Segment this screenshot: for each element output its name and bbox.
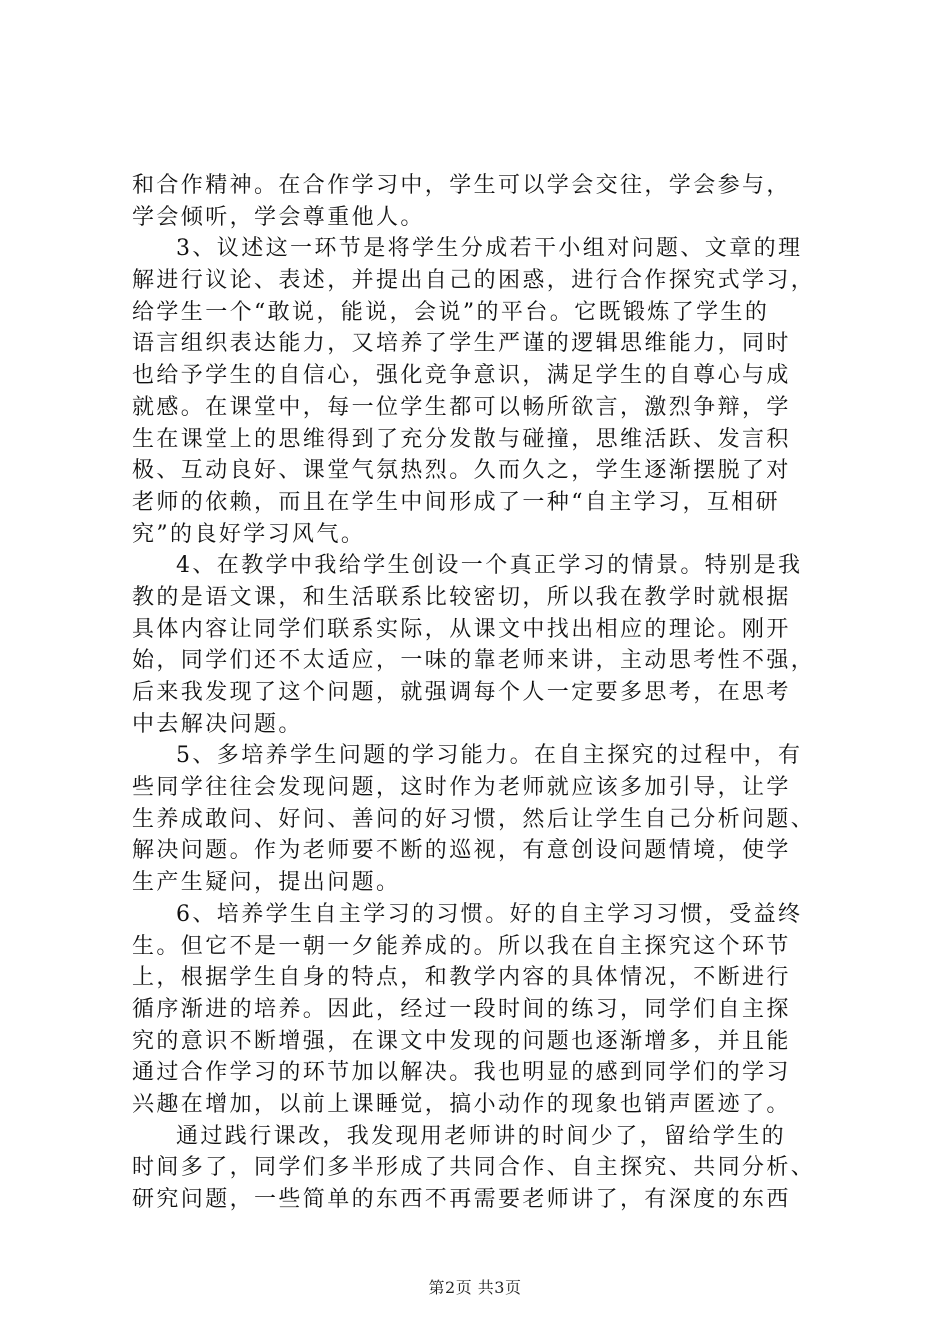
text-line: 生养成敢问、好问、善问的好习惯，然后让学生自己分析问题、 — [132, 806, 816, 832]
text-line: 极、互动良好、课堂气氛热烈。久而久之，学生逐渐摆脱了对 — [132, 458, 791, 484]
text-line: 学会倾听，学会尊重他人。 — [132, 204, 425, 230]
text-line: 中去解决问题。 — [132, 711, 303, 737]
text-line: 始，同学们还不太适应，一味的靠老师来讲，主动思考性不强， — [132, 648, 816, 674]
paragraph-5-start: 5、多培养学生问题的学习能力。在自主探究的过程中，有 — [176, 743, 803, 769]
text-line: 教的是语文课，和生活联系比较密切，所以我在教学时就根据 — [132, 584, 791, 610]
text-line: 生在课堂上的思维得到了充分发散与碰撞，思维活跃、发言积 — [132, 426, 791, 452]
body-text — [132, 170, 832, 1216]
text-line: 给学生一个“敢说，能说，会说”的平台。它既锻炼了学生的 — [132, 299, 770, 325]
paragraph-7-start: 通过践行课改，我发现用老师讲的时间少了，留给学生的 — [176, 1123, 787, 1149]
text-line: 也给予学生的自信心，强化竞争意识，满足学生的自尊心与成 — [132, 363, 791, 389]
text-line: 解进行议论、表述，并提出自己的困惑，进行合作探究式学习， — [132, 268, 816, 294]
text-line: 时间多了，同学们多半形成了共同合作、自主探究、共同分析、 — [132, 1155, 816, 1181]
text-line: 语言组织表达能力，又培养了学生严谨的逻辑思维能力，同时 — [132, 331, 791, 357]
paragraph-6-start: 6、培养学生自主学习的习惯。好的自主学习习惯，受益终 — [176, 901, 803, 927]
paragraph-4-start: 4、在教学中我给学生创设一个真正学习的情景。特别是我 — [176, 553, 803, 579]
text-line: 些同学往往会发现问题，这时作为老师就应该多加引导，让学 — [132, 775, 791, 801]
text-line: 上，根据学生自身的特点，和教学内容的具体情况，不断进行 — [132, 965, 791, 991]
text-line: 和合作精神。在合作学习中，学生可以学会交往，学会参与， — [132, 173, 791, 198]
text-line: 解决问题。作为老师要不断的巡视，有意创设问题情境，使学 — [132, 838, 791, 864]
text-line: 兴趣在增加，以前上课睡觉，搞小动作的现象也销声匿迹了。 — [132, 1091, 791, 1117]
text-line: 老师的依赖，而且在学生中间形成了一种“自主学习，互相研 — [132, 489, 781, 515]
text-line: 通过合作学习的环节加以解决。我也明显的感到同学们的学习 — [132, 1060, 791, 1086]
text-line: 后来我发现了这个问题，就强调每个人一定要多思考，在思考 — [132, 680, 791, 705]
text-line: 究”的良好学习风气。 — [132, 521, 366, 547]
text-line: 生产生疑问，提出问题。 — [132, 870, 401, 896]
text-line: 具体内容让同学们联系实际，从课文中找出相应的理论。刚开 — [132, 616, 791, 642]
paragraph-3-start: 3、议述这一环节是将学生分成若干小组对问题、文章的理 — [176, 236, 803, 262]
text-line: 生。但它不是一朝一夕能养成的。所以我在自主探究这个环节 — [132, 933, 791, 959]
text-line: 究的意识不断增强，在课文中发现的问题也逐渐增多，并且能 — [132, 1028, 791, 1054]
text-line: 循序渐进的培养。因此，经过一段时间的练习，同学们自主探 — [132, 996, 791, 1022]
text-line: 就感。在课堂中，每一位学生都可以畅所欲言，激烈争辩，学 — [132, 394, 791, 420]
text-line: 研究问题，一些简单的东西不再需要老师讲了，有深度的东西 — [132, 1187, 791, 1212]
page-number-footer: 第2页 共3页 — [428, 1278, 522, 1297]
